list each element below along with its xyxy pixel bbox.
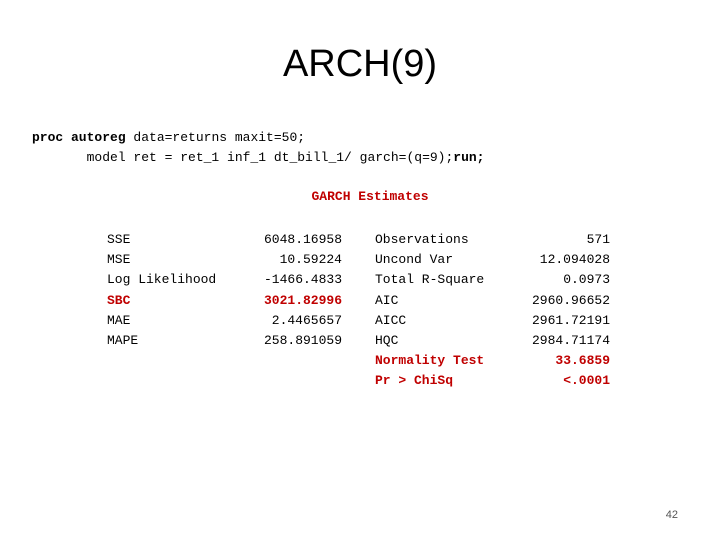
stat-label: MSE [107, 252, 131, 268]
stat-value: 2.4465657 [271, 312, 342, 328]
stat-value-highlighted: 33.6859 [555, 353, 610, 369]
code-line-2-text: model ret = ret_1 inf_1 dt_bill_1/ garch=(q=9); [86, 150, 454, 165]
stat-value-highlighted: 3021.82996 [263, 292, 342, 308]
stat-value: 258.891059 [263, 332, 342, 348]
stat-label: Uncond Var [375, 252, 454, 268]
left-values-column [238, 230, 342, 351]
page-number: 42 [665, 509, 678, 521]
stat-label: HQC [375, 332, 399, 348]
stat-value: 2984.71174 [531, 332, 610, 348]
code-keyword-run: run; [453, 150, 485, 165]
code-line-1-rest: data=returns maxit=50; [125, 130, 306, 145]
code-keyword-proc: proc autoreg [32, 130, 126, 145]
stat-value: 0.0973 [563, 272, 610, 288]
stat-label: SSE [107, 232, 131, 247]
stat-label: Observations [375, 232, 469, 247]
stat-label: MAE [107, 312, 131, 328]
stat-label: Log Likelihood [107, 272, 217, 288]
code-line-1 [32, 128, 485, 148]
left-labels-column [107, 230, 216, 351]
sas-code-block [32, 128, 485, 168]
code-line-2 [32, 148, 485, 168]
stat-value: 6048.16958 [263, 232, 342, 247]
stat-label-highlighted: Pr > ChiSq [375, 373, 454, 389]
stat-value: 2961.72191 [531, 312, 610, 328]
stat-label: AICC [375, 312, 407, 328]
right-labels-column [375, 230, 484, 392]
stat-value: 2960.96652 [531, 292, 610, 308]
right-values-column [500, 230, 610, 392]
stat-value: 12.094028 [539, 252, 610, 268]
stat-label: Total R-Square [375, 272, 485, 288]
stat-value: -1466.4833 [263, 272, 342, 288]
slide-title: ARCH(9) [282, 43, 438, 85]
stat-value: 10.59224 [279, 252, 342, 268]
stat-label: MAPE [107, 332, 139, 348]
stat-label: AIC [375, 292, 399, 308]
stat-label-highlighted: Normality Test [375, 353, 485, 369]
stat-value-highlighted: <.0001 [563, 373, 610, 389]
stat-value: 571 [586, 232, 610, 247]
garch-estimates-heading: GARCH Estimates [311, 189, 429, 204]
stat-label-highlighted: SBC [107, 292, 131, 308]
